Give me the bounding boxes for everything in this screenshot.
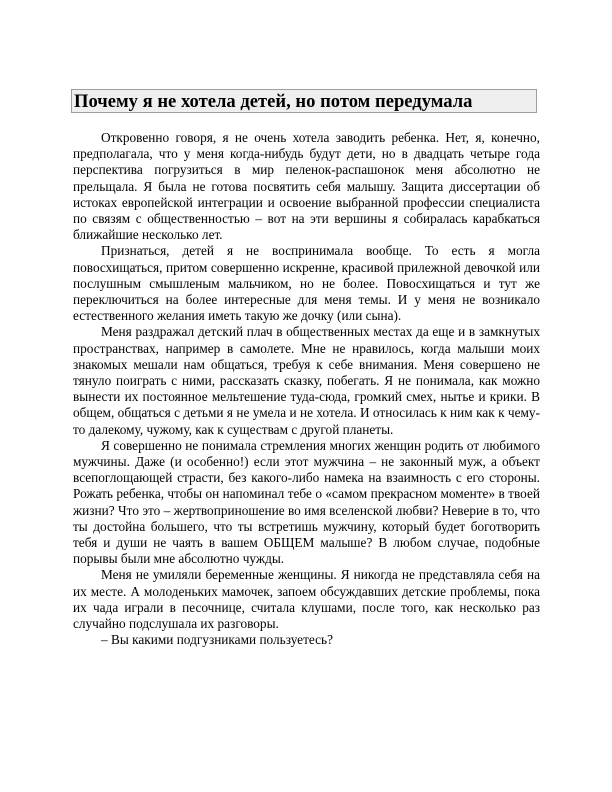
paragraph: Меня раздражал детский плач в общественных местах да еще и в замкнутых пространствах, например в самолете. Мне не нравилось, когда малыши моих знакомых мешали нам общаться, требуя к себе внимания. Меня совершено не тянуло поиграть с ними, рассказать сказку, побегать. Я не понимала, как можно вынести их постоянное мельтешение туда-сюда, громкий смех, нытье и крики. В общем, общаться с детьми я не умела и не хотела. И относилась к ним как к чему-то далекому, чужому, как к существам с другой планеты. (73, 324, 540, 437)
title-box (71, 89, 537, 113)
paragraph: Откровенно говоря, я не очень хотела заводить ребенка. Нет, я, конечно, предполагала, что у меня когда-нибудь будут дети, но в двадцать четыре года перспектива погрузиться в мир пеленок-распашонок меня абсолютно не прельщала. Я была не готова посвятить себя малышу. Защита диссертации об истоках европейской интеграции и освоение выбранной профессии специалиста по связям с общественностью – вот на эти вершины я собиралась карабкаться ближайшие несколько лет. (73, 130, 540, 243)
paragraph: Признаться, детей я не воспринимала вообще. То есть я могла повосхищаться, притом совершенно искренне, красивой прилежной девочкой или послушным смышленым мальчиком, но не более. Повосхищаться и тут же переключиться на более интересные для меня темы. И у меня не возникало естественного желания иметь такую же дочку (или сына). (73, 243, 540, 324)
paragraph: Меня не умиляли беременные женщины. Я никогда не представляла себя на их месте. А молоденьких мамочек, запоем обсуждавших детские проблемы, пока их чада играли в песочнице, считала клушами, после того, как несколько раз случайно подслушала их разговоры. (73, 567, 540, 632)
document-title: Почему я не хотела детей, но потом передумала (74, 91, 473, 112)
paragraph: Я совершенно не понимала стремления многих женщин родить от любимого мужчины. Даже (и особенно!) если этот мужчина – не законный муж, а объект всепоглощающей страсти, без какого-либо намека на взаимность с его стороны. Рожать ребенка, чтобы он напоминал тебе о «самом прекрасном моменте» в твоей жизни? Что это – жертвоприношение во имя вселенской любви? Неверие в то, что ты достойна большего, что ты встретишь мужчину, который будет боготворить тебя и души не чаять в вашем ОБЩЕМ малыше? В любом случае, подобные порывы были мне абсолютно чужды. (73, 437, 540, 567)
document-body (73, 130, 540, 649)
paragraph: – Вы какими подгузниками пользуетесь? (101, 632, 333, 648)
